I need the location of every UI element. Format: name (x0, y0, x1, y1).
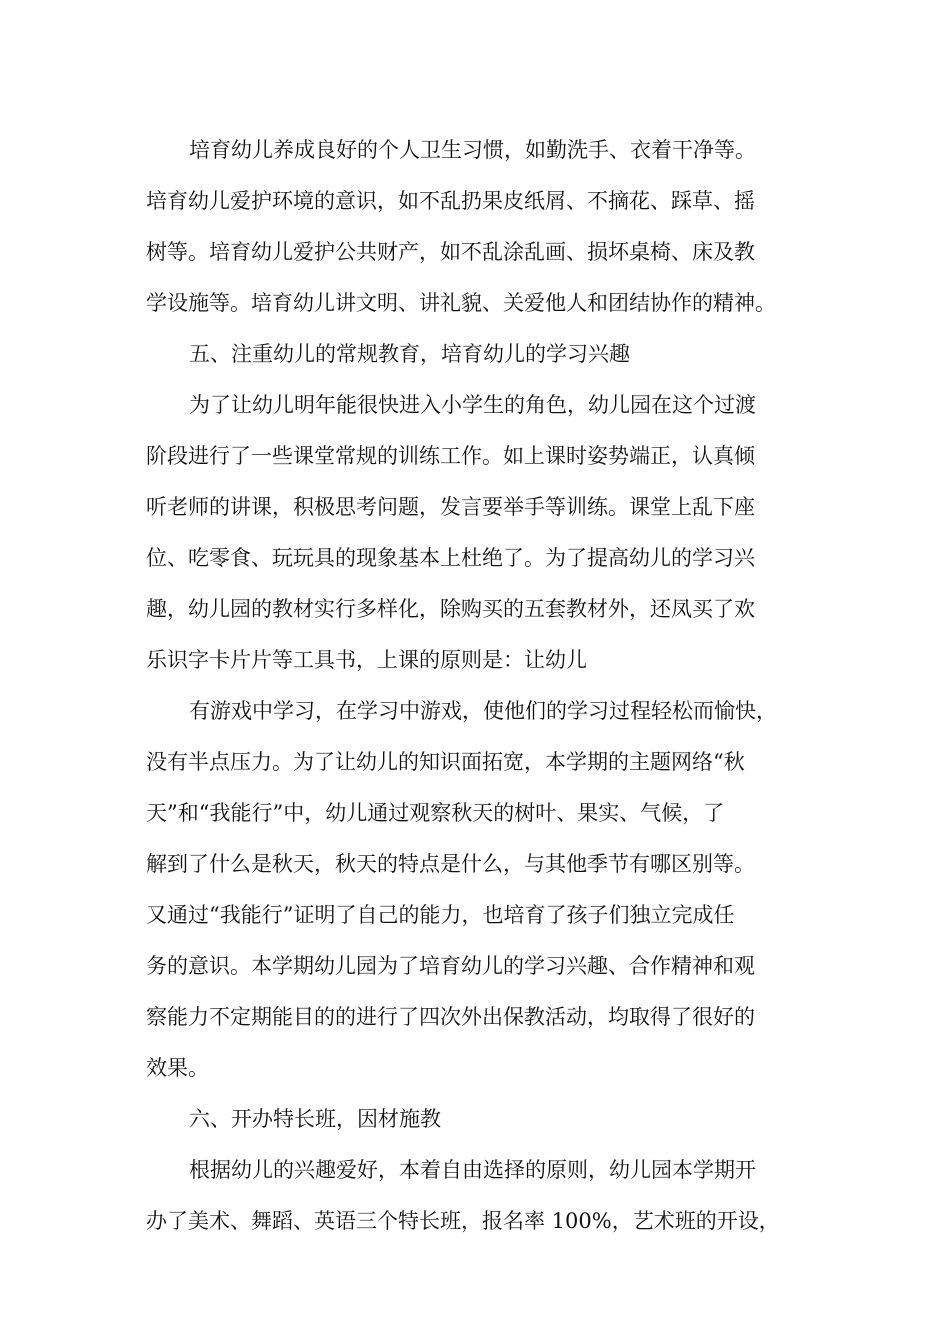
paragraph-line: 务的意识。本学期幼儿园为了培育幼儿的学习兴趣、合作精神和观 (146, 954, 755, 978)
paragraph-line: 根据幼儿的兴趣爱好，本着自由选择的原则，幼儿园本学期开 (189, 1158, 756, 1182)
paragraph-line: 天”和“我能行”中，幼儿通过观察秋天的树叶、果实、气候，了 (146, 801, 725, 825)
paragraph-line: 没有半点压力。为了让幼儿的知识面拓宽，本学期的主题网络“秋 (146, 750, 745, 774)
paragraph-line: 又通过“我能行”证明了自己的能力，也培育了孩子们独立完成任 (146, 903, 735, 927)
paragraph-line: 培育幼儿爱护环境的意识，如不乱扔果皮纸屑、不摘花、踩草、摇 (146, 189, 755, 213)
paragraph-line: 察能力不定期能目的的进行了四次外出保教活动，均取得了很好的 (146, 1005, 755, 1029)
paragraph-line: 为了让幼儿明年能很快进入小学生的角色，幼儿园在这个过渡 (189, 393, 756, 417)
section-heading: 六、开办特长班，因材施教 (189, 1107, 441, 1131)
paragraph-line: 办了美术、舞蹈、英语三个特长班，报名率 100%，艺术班的开设， (146, 1209, 780, 1233)
paragraph-line: 树等。培育幼儿爱护公共财产，如不乱涂乱画、损坏桌椅、床及教 (146, 240, 755, 264)
paragraph-line: 听老师的讲课，积极思考问题，发言要举手等训练。课堂上乱下座 (146, 495, 755, 519)
paragraph-line: 趣，幼儿园的教材实行多样化，除购买的五套教材外，还凤买了欢 (146, 597, 755, 621)
paragraph-line: 培育幼儿养成良好的个人卫生习惯，如勤洗手、衣着干净等。 (189, 138, 756, 162)
paragraph-line: 学设施等。培育幼儿讲文明、讲礼貌、关爱他人和团结协作的精神。 (146, 291, 776, 315)
paragraph-line: 效果。 (146, 1056, 209, 1080)
paragraph-line: 乐识字卡片片等工具书，上课的原则是：让幼儿 (146, 648, 587, 672)
paragraph-line: 有游戏中学习，在学习中游戏，使他们的学习过程轻松而愉快， (189, 699, 777, 723)
paragraph-line: 阶段进行了一些课堂常规的训练工作。如上课时姿势端正，认真倾 (146, 444, 755, 468)
paragraph-line: 解到了什么是秋天，秋天的特点是什么，与其他季节有哪区别等。 (146, 852, 755, 876)
section-heading: 五、注重幼儿的常规教育，培育幼儿的学习兴趣 (189, 342, 630, 366)
paragraph-line: 位、吃零食、玩玩具的现象基本上杜绝了。为了提高幼儿的学习兴 (146, 546, 755, 570)
